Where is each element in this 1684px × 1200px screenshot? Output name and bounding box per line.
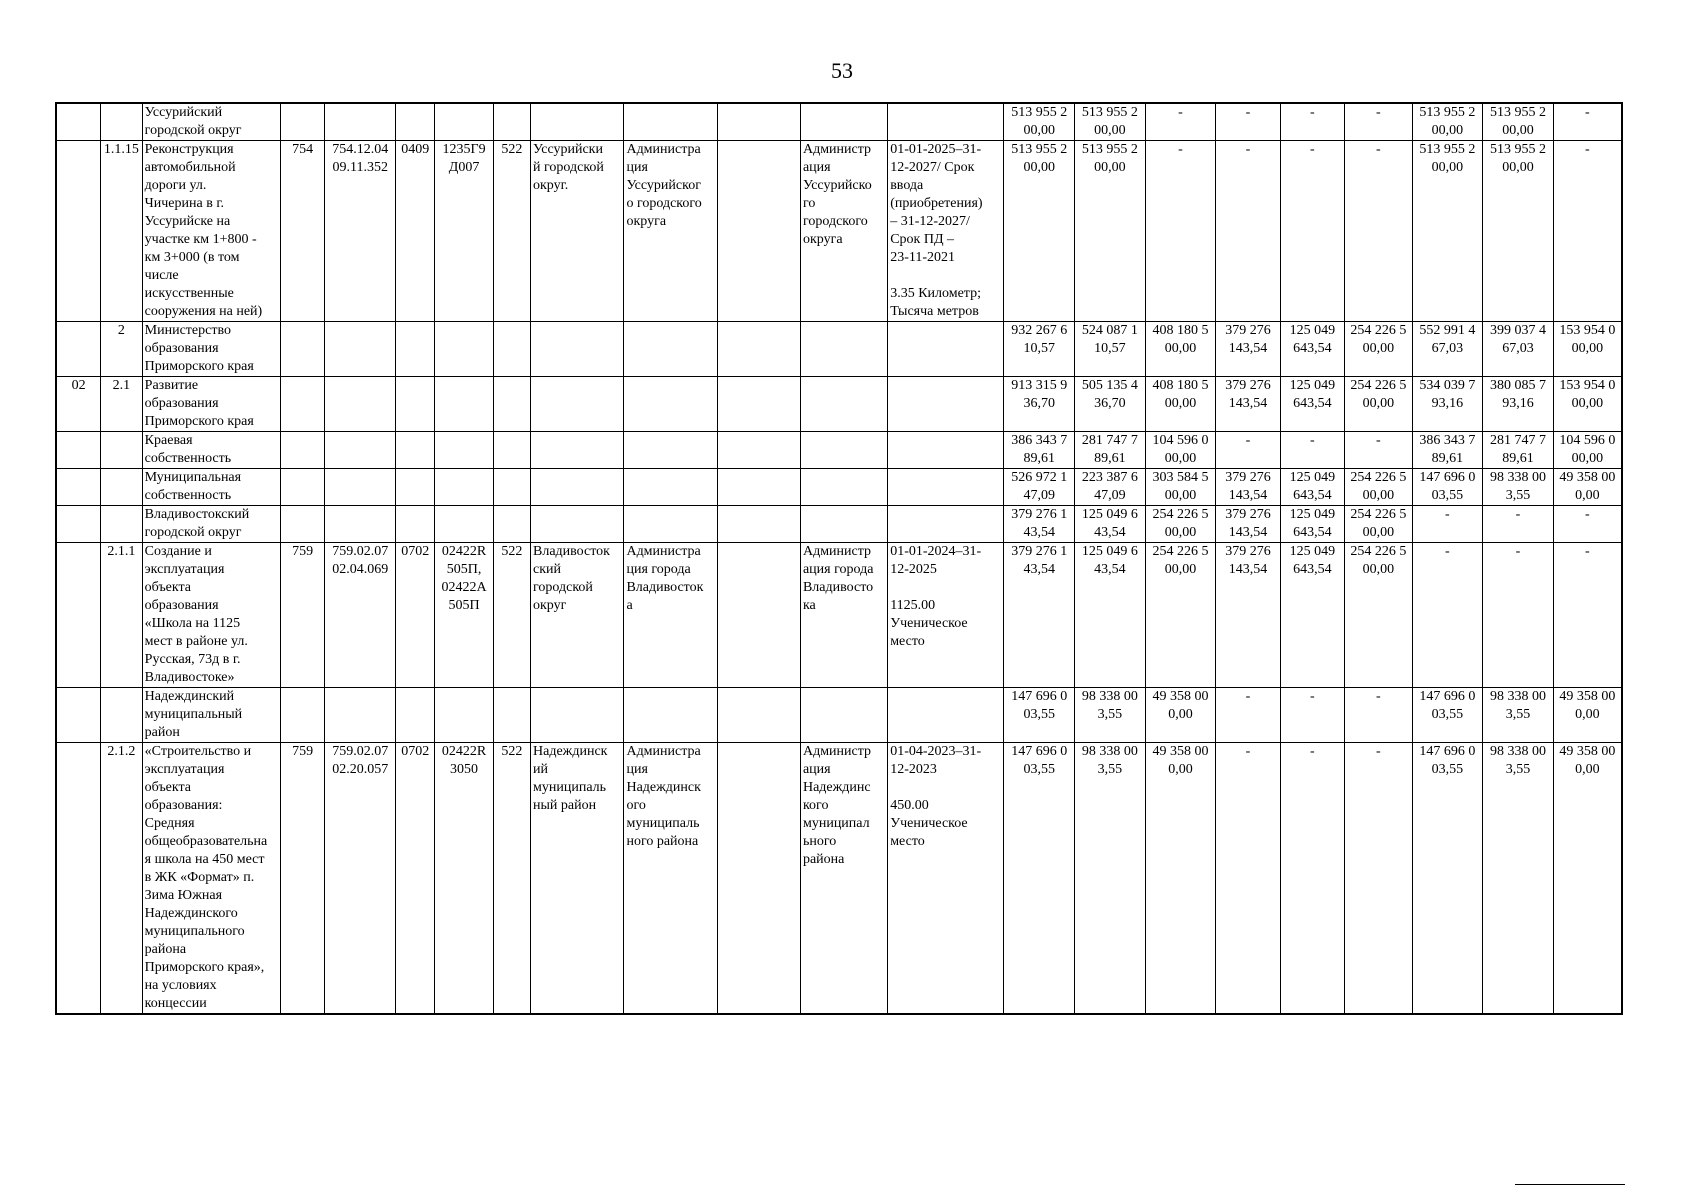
table-cell: 386 343 7 89,61 [1412, 432, 1483, 469]
budget-table [55, 102, 1623, 1015]
table-cell: 49 358 00 0,00 [1145, 743, 1216, 1015]
table-cell [624, 432, 717, 469]
table-cell: - [1412, 543, 1483, 688]
table-row [56, 469, 1622, 506]
table-cell [624, 506, 717, 543]
table-cell: - [1345, 141, 1413, 322]
table-body [56, 103, 1622, 1014]
table-cell: 125 049 643,54 [1280, 322, 1344, 377]
table-cell: 0409 [396, 141, 435, 322]
table-row [56, 103, 1622, 141]
table-cell [101, 506, 143, 543]
table-cell: 125 049 643,54 [1280, 469, 1344, 506]
table-cell [531, 432, 624, 469]
table-cell [493, 432, 530, 469]
table-cell [717, 377, 800, 432]
table-cell: - [1145, 103, 1216, 141]
table-cell: - [1216, 432, 1280, 469]
table-cell: - [1483, 543, 1554, 688]
table-cell [56, 743, 101, 1015]
table-cell: 386 343 7 89,61 [1004, 432, 1075, 469]
table-cell [396, 506, 435, 543]
table-cell [435, 688, 493, 743]
table-cell: 505 135 4 36,70 [1075, 377, 1146, 432]
table-cell [717, 141, 800, 322]
table-cell: 147 696 0 03,55 [1004, 743, 1075, 1015]
table-cell: 02 [56, 377, 101, 432]
table-cell [101, 432, 143, 469]
table-cell: 98 338 00 3,55 [1483, 688, 1554, 743]
table-cell [280, 377, 325, 432]
table-cell: 98 338 00 3,55 [1075, 688, 1146, 743]
table-cell: 408 180 5 00,00 [1145, 322, 1216, 377]
table-cell: - [1280, 141, 1344, 322]
table-cell [800, 377, 887, 432]
table-cell [531, 688, 624, 743]
table-cell [435, 103, 493, 141]
table-cell [800, 469, 887, 506]
table-cell: 254 226 5 00,00 [1145, 506, 1216, 543]
table-cell: 125 049 6 43,54 [1075, 543, 1146, 688]
table-cell [325, 322, 396, 377]
table-cell: 2.1 [101, 377, 143, 432]
table-cell [396, 469, 435, 506]
table-cell: 49 358 00 0,00 [1553, 743, 1622, 1015]
table-cell: - [1553, 103, 1622, 141]
table-cell [624, 103, 717, 141]
table-cell: 104 596 0 00,00 [1145, 432, 1216, 469]
table-cell: 254 226 5 00,00 [1345, 377, 1413, 432]
table-cell: Администр ация города Владивосто ка [800, 543, 887, 688]
table-cell: 01-01-2025–31- 12-2027/ Срок ввода (приобретения) – 31-12-2027/ Срок ПД – 23-11-2021 3.35 Километр; Тысяча метров [888, 141, 1004, 322]
table-cell [280, 469, 325, 506]
table-cell [888, 506, 1004, 543]
table-cell: 125 049 643,54 [1280, 506, 1344, 543]
table-cell [435, 469, 493, 506]
table-cell [56, 506, 101, 543]
table-cell [56, 469, 101, 506]
table-cell: 147 696 0 03,55 [1004, 688, 1075, 743]
table-cell [531, 322, 624, 377]
table-cell [888, 688, 1004, 743]
table-cell [325, 469, 396, 506]
table-cell [888, 322, 1004, 377]
table-cell: 379 276 1 43,54 [1004, 506, 1075, 543]
table-cell: 513 955 2 00,00 [1004, 103, 1075, 141]
table-cell: 98 338 00 3,55 [1483, 743, 1554, 1015]
table-cell: 524 087 1 10,57 [1075, 322, 1146, 377]
table-cell: 913 315 9 36,70 [1004, 377, 1075, 432]
table-cell: 254 226 5 00,00 [1145, 543, 1216, 688]
table-cell: 147 696 0 03,55 [1412, 743, 1483, 1015]
table-cell: 0702 [396, 743, 435, 1015]
table-cell [101, 469, 143, 506]
table-cell: 522 [493, 141, 530, 322]
table-cell: 522 [493, 543, 530, 688]
table-cell: 303 584 5 00,00 [1145, 469, 1216, 506]
table-cell: Администра ция Надеждинск ого муниципаль ного района [624, 743, 717, 1015]
table-cell: 513 955 2 00,00 [1412, 103, 1483, 141]
table-cell: 01-01-2024–31- 12-2025 1125.00 Ученическое место [888, 543, 1004, 688]
table-cell: - [1345, 103, 1413, 141]
table-cell: 380 085 7 93,16 [1483, 377, 1554, 432]
table-cell [396, 322, 435, 377]
table-cell: 754 [280, 141, 325, 322]
table-cell: «Строительство и эксплуатация объекта образования: Средняя общеобразовательна я школа на 450 мест в ЖК «Формат» п. Зима Южная Надеждинского муниципального района Приморского края», на условиях концессии [142, 743, 280, 1015]
table-row [56, 543, 1622, 688]
table-row [56, 743, 1622, 1015]
table-cell: 02422R 3050 [435, 743, 493, 1015]
table-cell [280, 432, 325, 469]
table-cell [531, 506, 624, 543]
table-cell: - [1345, 432, 1413, 469]
table-cell: - [1216, 141, 1280, 322]
table-cell: 0702 [396, 543, 435, 688]
table-cell: Уссурийский городской округ [142, 103, 280, 141]
table-cell: 759 [280, 543, 325, 688]
table-cell [56, 432, 101, 469]
table-cell [325, 506, 396, 543]
table-cell: Надеждинск ий муниципаль ный район [531, 743, 624, 1015]
table-cell: 125 049 6 43,54 [1075, 506, 1146, 543]
table-cell: 759 [280, 743, 325, 1015]
table-row [56, 141, 1622, 322]
table-cell: Уссурийски й городской округ. [531, 141, 624, 322]
table-cell: 513 955 2 00,00 [1483, 141, 1554, 322]
table-cell [493, 469, 530, 506]
table-cell [325, 377, 396, 432]
table-cell: 379 276 143,54 [1216, 506, 1280, 543]
table-cell: - [1216, 688, 1280, 743]
table-cell [325, 432, 396, 469]
table-cell [435, 377, 493, 432]
table-cell [624, 688, 717, 743]
table-cell: Создание и эксплуатация объекта образования «Школа на 1125 мест в районе ул. Русская, 73д в г. Владивостоке» [142, 543, 280, 688]
table-cell: 552 991 4 67,03 [1412, 322, 1483, 377]
table-cell: 223 387 6 47,09 [1075, 469, 1146, 506]
table-cell: - [1553, 506, 1622, 543]
table-cell [56, 141, 101, 322]
table-cell: Министерство образования Приморского края [142, 322, 280, 377]
table-row [56, 688, 1622, 743]
table-cell [888, 377, 1004, 432]
table-cell [717, 506, 800, 543]
table-cell: - [1280, 103, 1344, 141]
table-cell [101, 103, 143, 141]
table-cell: 153 954 0 00,00 [1553, 377, 1622, 432]
table-cell [280, 506, 325, 543]
table-cell [493, 103, 530, 141]
table-cell [717, 469, 800, 506]
table-cell: - [1483, 506, 1554, 543]
table-cell [888, 103, 1004, 141]
table-cell [624, 377, 717, 432]
table-cell: Владивосток ский городской округ [531, 543, 624, 688]
table-cell: 153 954 0 00,00 [1553, 322, 1622, 377]
table-cell: Администр ация Уссурийско го городского округа [800, 141, 887, 322]
table-cell: - [1216, 743, 1280, 1015]
table-cell: 254 226 5 00,00 [1345, 506, 1413, 543]
table-cell [493, 322, 530, 377]
table-row [56, 377, 1622, 432]
footer-rule [1515, 1184, 1625, 1185]
table-cell [717, 688, 800, 743]
table-cell [624, 469, 717, 506]
table-cell: 01-04-2023–31- 12-2023 450.00 Ученическое место [888, 743, 1004, 1015]
table-cell [493, 506, 530, 543]
table-cell: 759.02.07 02.04.069 [325, 543, 396, 688]
table-cell [800, 688, 887, 743]
table-cell [56, 322, 101, 377]
table-cell [56, 103, 101, 141]
table-cell [800, 322, 887, 377]
table-cell: 379 276 1 43,54 [1004, 543, 1075, 688]
table-cell: 759.02.07 02.20.057 [325, 743, 396, 1015]
table-cell: Администра ция города Владивосток а [624, 543, 717, 688]
table-cell [888, 432, 1004, 469]
table-cell: 1.1.15 [101, 141, 143, 322]
table-cell: 513 955 2 00,00 [1075, 103, 1146, 141]
table-cell [624, 322, 717, 377]
table-cell: 98 338 00 3,55 [1075, 743, 1146, 1015]
table-cell: - [1145, 141, 1216, 322]
table-cell: - [1345, 688, 1413, 743]
table-cell [888, 469, 1004, 506]
table-cell: 1235Г9 Д007 [435, 141, 493, 322]
table-cell: Реконструкция автомобильной дороги ул. Чичерина в г. Уссурийске на участке км 1+800 - км 3+000 (в том числе искусственные сооружения на ней) [142, 141, 280, 322]
table-cell [531, 469, 624, 506]
table-cell: 513 955 2 00,00 [1483, 103, 1554, 141]
table-cell: 281 747 7 89,61 [1483, 432, 1554, 469]
table-cell: - [1216, 103, 1280, 141]
table-cell: 104 596 0 00,00 [1553, 432, 1622, 469]
table-cell: 526 972 1 47,09 [1004, 469, 1075, 506]
table-cell: 125 049 643,54 [1280, 543, 1344, 688]
table-cell [280, 103, 325, 141]
table-cell: 281 747 7 89,61 [1075, 432, 1146, 469]
table-cell: - [1412, 506, 1483, 543]
table-cell: 2.1.1 [101, 543, 143, 688]
table-cell: - [1280, 743, 1344, 1015]
table-cell: Развитие образования Приморского края [142, 377, 280, 432]
table-cell: - [1280, 432, 1344, 469]
table-cell: 147 696 0 03,55 [1412, 469, 1483, 506]
table-cell: Администра ция Уссурийског о городского округа [624, 141, 717, 322]
table-cell [435, 322, 493, 377]
table-cell [435, 432, 493, 469]
table-cell: 49 358 00 0,00 [1553, 688, 1622, 743]
table-cell [325, 103, 396, 141]
table-cell [717, 322, 800, 377]
table-cell: 408 180 5 00,00 [1145, 377, 1216, 432]
table-cell: Краевая собственность [142, 432, 280, 469]
table-cell: 2 [101, 322, 143, 377]
table-cell: 125 049 643,54 [1280, 377, 1344, 432]
table-cell: - [1345, 743, 1413, 1015]
table-cell: 513 955 2 00,00 [1412, 141, 1483, 322]
table-cell [493, 688, 530, 743]
table-cell: Муниципальная собственность [142, 469, 280, 506]
table-cell [56, 543, 101, 688]
table-cell [531, 377, 624, 432]
table-cell: Владивостокский городской округ [142, 506, 280, 543]
table-cell [717, 743, 800, 1015]
table-row [56, 506, 1622, 543]
table-cell: 254 226 5 00,00 [1345, 469, 1413, 506]
table-cell: 49 358 00 0,00 [1145, 688, 1216, 743]
table-cell [800, 506, 887, 543]
table-cell: 522 [493, 743, 530, 1015]
table-cell: Администр ация Надеждинс кого муниципал ьного района [800, 743, 887, 1015]
table-cell [800, 103, 887, 141]
table-cell: - [1280, 688, 1344, 743]
table-cell [101, 688, 143, 743]
table-cell: 254 226 5 00,00 [1345, 322, 1413, 377]
table-cell [56, 688, 101, 743]
page-number: 53 [831, 58, 853, 83]
table-cell: 513 955 2 00,00 [1004, 141, 1075, 322]
table-cell: 02422R 505П, 02422А 505П [435, 543, 493, 688]
table-cell [717, 432, 800, 469]
table-cell: Надеждинский муниципальный район [142, 688, 280, 743]
table-cell: - [1553, 141, 1622, 322]
table-cell: 2.1.2 [101, 743, 143, 1015]
table-cell [531, 103, 624, 141]
table-cell [280, 322, 325, 377]
table-cell [396, 432, 435, 469]
table-row [56, 432, 1622, 469]
table-cell: 379 276 143,54 [1216, 469, 1280, 506]
table-cell [396, 377, 435, 432]
table-cell [493, 377, 530, 432]
table-cell [396, 103, 435, 141]
table-row [56, 322, 1622, 377]
table-cell: 399 037 4 67,03 [1483, 322, 1554, 377]
table-cell [435, 506, 493, 543]
table-cell: 98 338 00 3,55 [1483, 469, 1554, 506]
table-cell: 379 276 143,54 [1216, 377, 1280, 432]
table-cell [800, 432, 887, 469]
table-cell: - [1553, 543, 1622, 688]
table-cell: 534 039 7 93,16 [1412, 377, 1483, 432]
table-cell [280, 688, 325, 743]
table-cell [325, 688, 396, 743]
table-cell: 49 358 00 0,00 [1553, 469, 1622, 506]
table-cell: 754.12.04 09.11.352 [325, 141, 396, 322]
table-cell: 254 226 5 00,00 [1345, 543, 1413, 688]
table-cell [717, 103, 800, 141]
table-cell: 932 267 6 10,57 [1004, 322, 1075, 377]
table-cell: 513 955 2 00,00 [1075, 141, 1146, 322]
table-cell: 379 276 143,54 [1216, 322, 1280, 377]
table-cell [717, 543, 800, 688]
table-cell: 147 696 0 03,55 [1412, 688, 1483, 743]
table-cell [396, 688, 435, 743]
table-cell: 379 276 143,54 [1216, 543, 1280, 688]
